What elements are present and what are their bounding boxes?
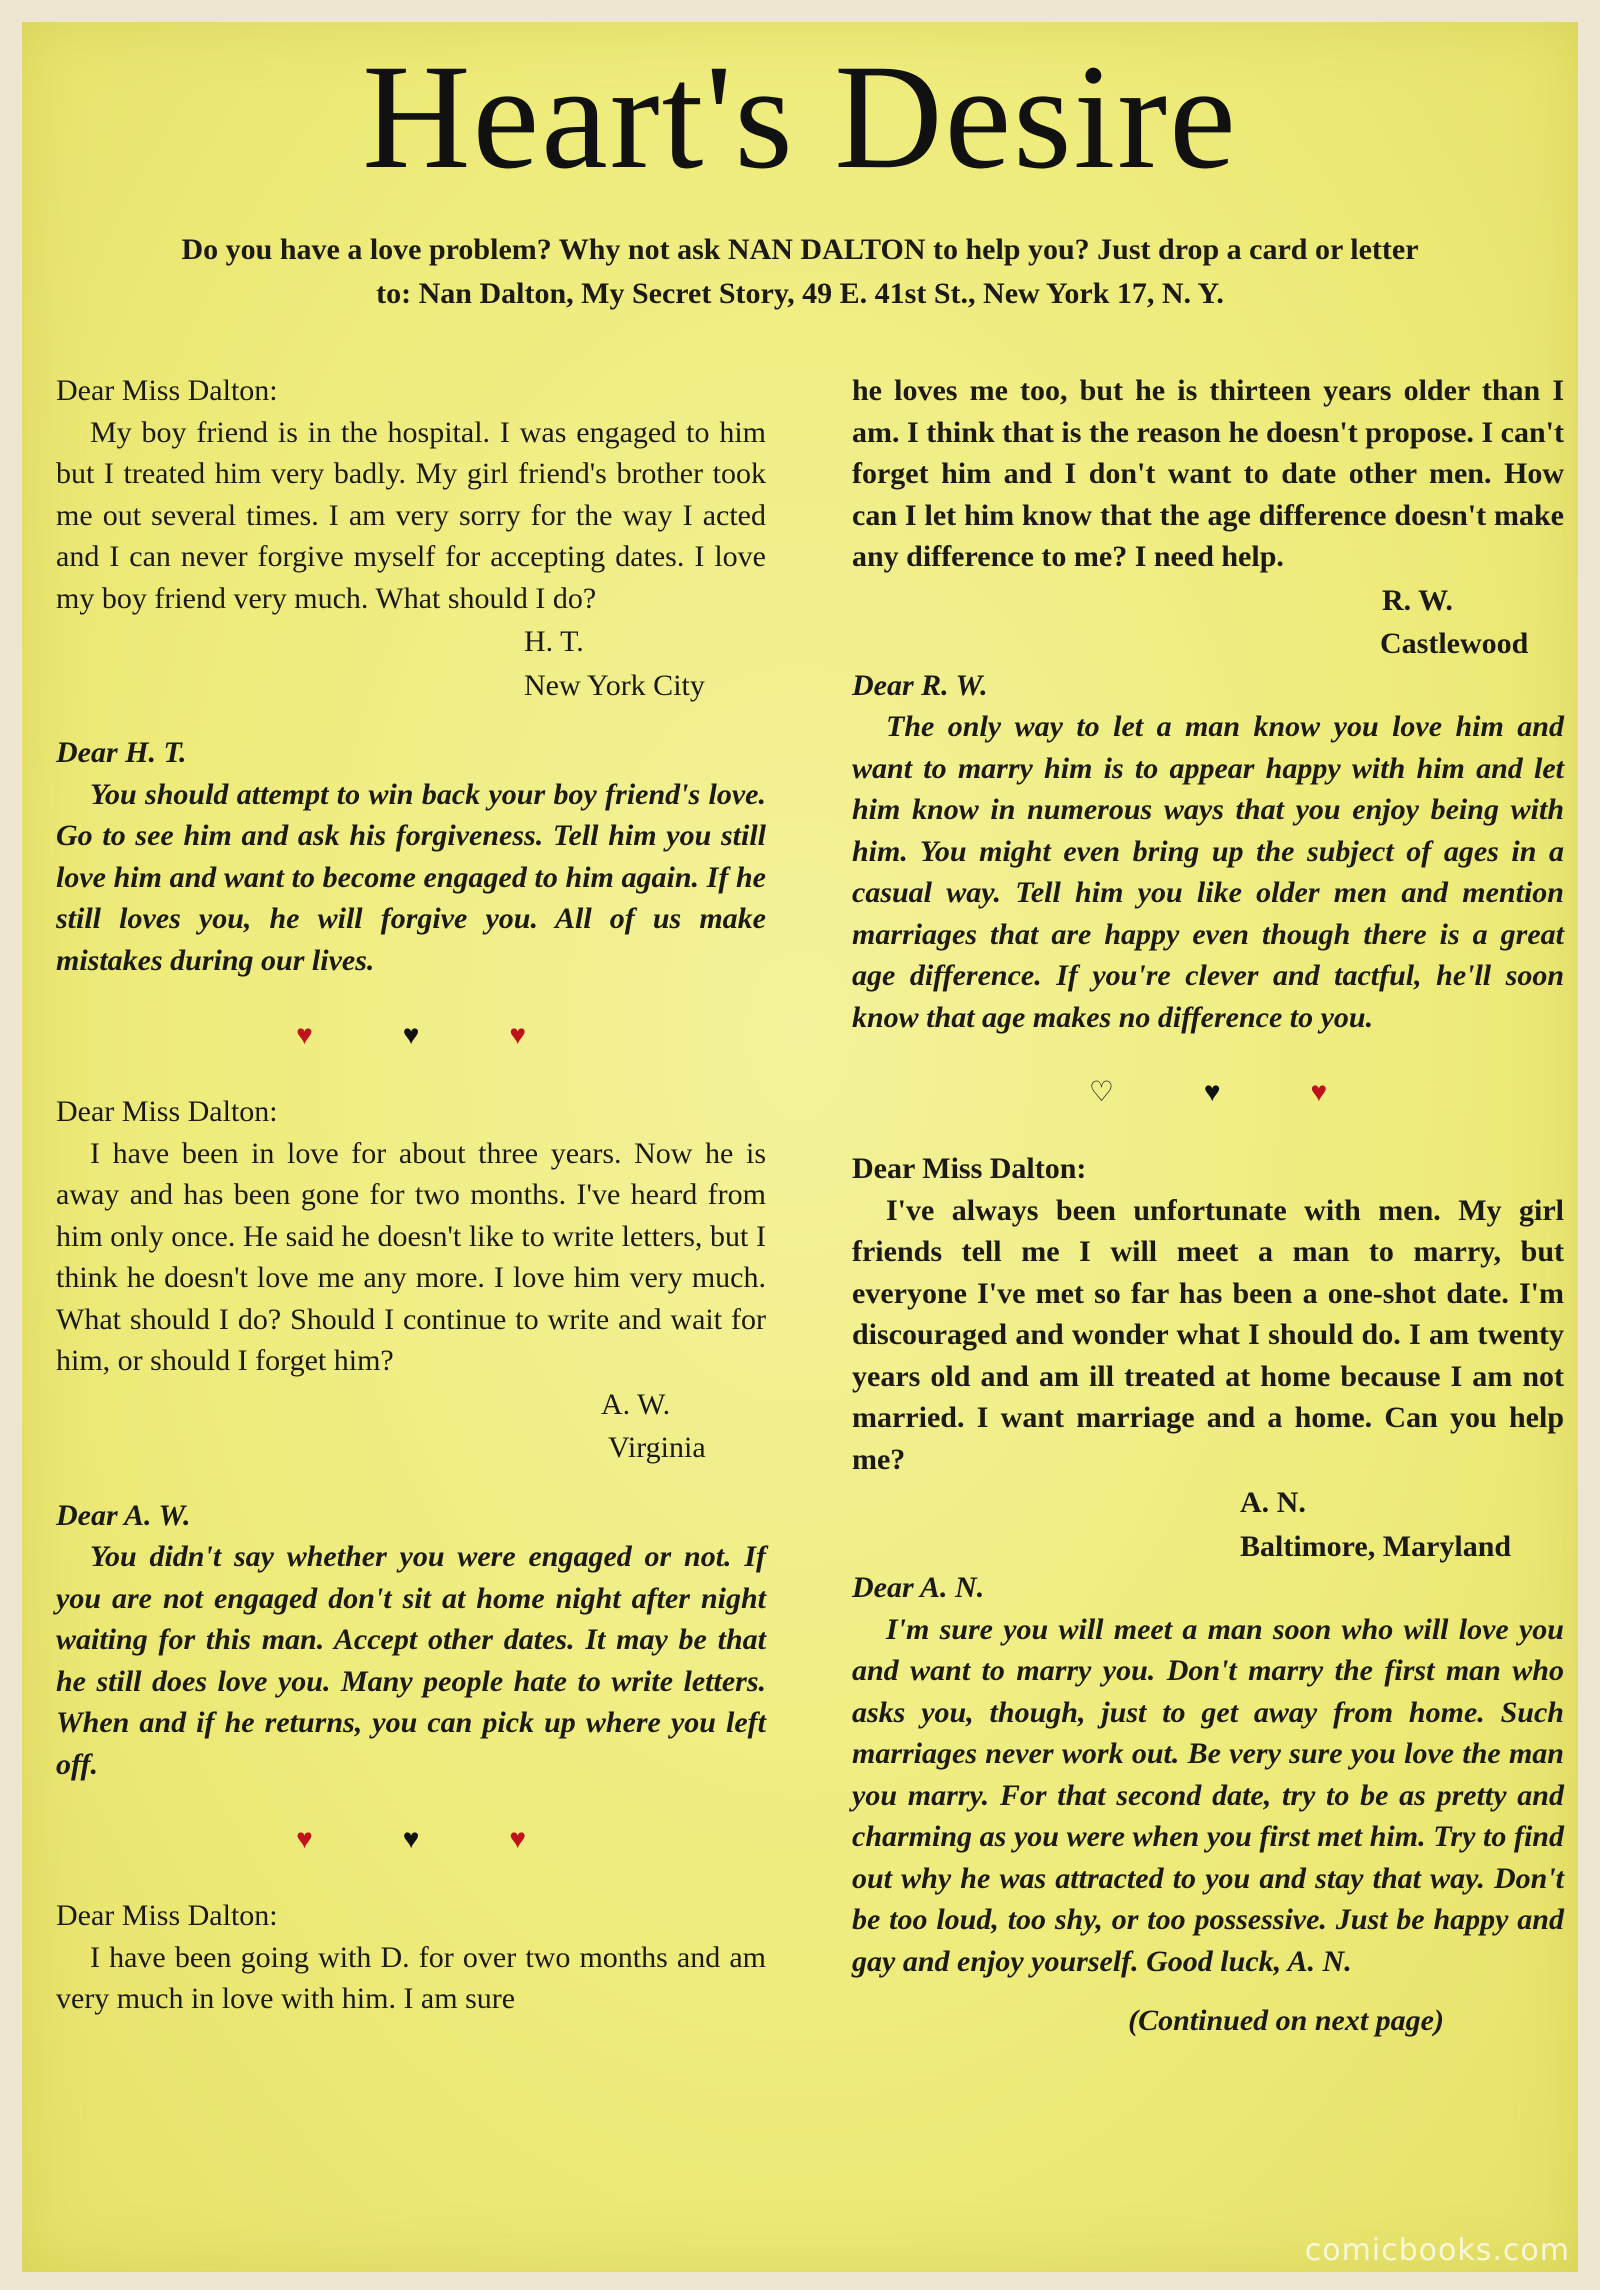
heart-black-icon: ♥ xyxy=(1203,1077,1221,1109)
intro-line-2: to: Nan Dalton, My Secret Story, 49 E. 41st St., New York 17, N. Y. xyxy=(376,277,1224,310)
intro-text xyxy=(40,228,1560,316)
answer-body: I'm sure you will meet a man soon who will love you and want to marry you. Don't marry the first man who asks you, though, just to get away from home. Such marriages never work out. Be very sure you love the man you marry. For that second date, try to be as pretty and charming as you were when you first met him. Try to find out why he was attracted to you and stay that way. Don't be too loud, too shy, or too possessive. Just be happy and gay and enjoy yourself. Good luck, A. N. xyxy=(852,1612,1564,1978)
letter-body: My boy friend is in the hospital. I was engaged to him but I treated him very badly. My girl friend's brother took me out several times. I am very sorry for the way I acted and I can never forgive myself for accepting dates. I love my boy friend very much. What should I do? xyxy=(56,415,766,615)
letter-salutation: Dear Miss Dalton: xyxy=(56,1899,278,1932)
continued-note: (Continued on next page) xyxy=(1128,2004,1444,2037)
heart-divider xyxy=(56,1785,766,1895)
letter-signature-place: Castlewood xyxy=(1380,627,1529,660)
letter-signature-initials: R. W. xyxy=(1382,583,1453,617)
heart-black-icon: ♥ xyxy=(402,1824,420,1856)
letter-body: I have been going with D. for over two months and am very much in love with him. I am sure xyxy=(56,1940,766,2015)
letter-salutation: Dear Miss Dalton: xyxy=(56,1095,278,1128)
heart-divider xyxy=(56,981,766,1091)
heart-red-icon: ♥ xyxy=(509,1020,526,1052)
letter-signature-initials: A. N. xyxy=(1240,1486,1306,1519)
answer-salutation: Dear A. N. xyxy=(852,1571,985,1604)
intro-line-1: Do you have a love problem? Why not ask NAN DALTON to help you? Just drop a card or letter xyxy=(181,233,1419,266)
left-column xyxy=(56,370,766,2020)
letter-body: I have been in love for about three years. Now he is away and has been gone for two months. I've heard from him only once. He said he doesn't like to write letters, but I think he doesn't love me any more. I love him very much. What should I do? Should I continue to write and wait for him, or should I forget him? xyxy=(56,1136,766,1377)
answer-body: The only way to let a man know you love him and want to marry him is to appear happy with him and let him know in numerous ways that you enjoy being with him. You might even bring up the subject of ages in a casual way. Tell him you like older men and mention marriages that are happy even though there is a great age difference. If you're clever and tactful, he'll soon know that age makes no difference to you. xyxy=(852,710,1564,1034)
heart-red-icon: ♥ xyxy=(296,1020,313,1052)
answer-body: You should attempt to win back your boy friend's love. Go to see him and ask his forgiveness. Tell him you still love him and want to become engaged to him again. If he still loves you, he will forgive you. All of us make mistakes during our lives. xyxy=(56,777,766,977)
letter-body-continued: he loves me too, but he is thirteen years older than I am. I think that is the reason he doesn't propose. I can't forget him and I don't want to date other men. How can I let him know that the age difference doesn't make any difference to me? I need help. xyxy=(852,374,1564,573)
heart-red-icon: ♥ xyxy=(1310,1077,1328,1109)
watermark-text: comicbooks.com xyxy=(1304,2233,1570,2268)
heart-outline-icon: ♡ xyxy=(1088,1077,1114,1109)
answer-salutation: Dear H. T. xyxy=(56,736,187,769)
letter-salutation: Dear Miss Dalton: xyxy=(56,374,278,407)
letter-signature-initials: H. T. xyxy=(524,625,584,658)
heart-red-icon: ♥ xyxy=(509,1824,526,1856)
heart-black-icon: ♥ xyxy=(402,1020,420,1052)
letter-salutation: Dear Miss Dalton: xyxy=(852,1152,1087,1185)
heart-red-icon: ♥ xyxy=(296,1824,313,1856)
answer-salutation: Dear R. W. xyxy=(852,668,988,702)
right-column xyxy=(852,370,1564,2042)
letter-signature-place: New York City xyxy=(524,668,705,702)
page-title: Heart's Desire xyxy=(362,34,1238,200)
heart-divider xyxy=(852,1038,1564,1148)
letter-signature-place: Virginia xyxy=(608,1431,706,1464)
answer-salutation: Dear A. W. xyxy=(56,1498,191,1532)
letter-signature-initials: A. W. xyxy=(601,1387,671,1421)
letter-body: I've always been unfortunate with men. My girl friends tell me I will meet a man to marry, but everyone I've met so far has been a one-shot date. I'm discouraged and wonder what I should do. I am twenty years old and am ill treated at home because I am not married. I want marriage and a home. Can you help me? xyxy=(852,1193,1564,1476)
answer-body: You didn't say whether you were engaged or not. If you are not engaged don't sit at home night after night waiting for this man. Accept other dates. It may be that he still does love you. Many people hate to write letters. When and if he returns, you can pick up where you left off. xyxy=(56,1540,766,1781)
letter-signature-place: Baltimore, Maryland xyxy=(1240,1529,1512,1563)
